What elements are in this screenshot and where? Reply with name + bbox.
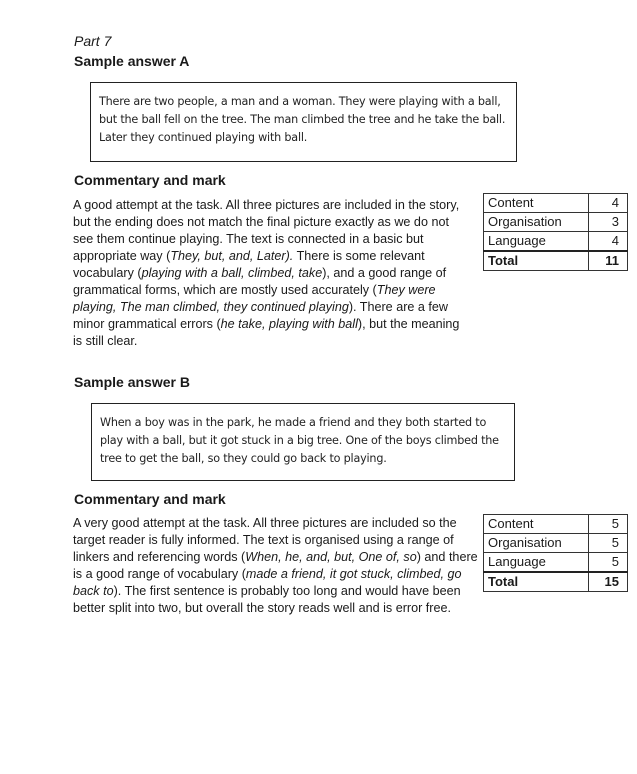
marks-label: Total bbox=[484, 251, 589, 271]
marks-row bbox=[484, 213, 628, 232]
marks-value: 15 bbox=[589, 572, 628, 592]
marks-label: Content bbox=[484, 194, 589, 213]
sample-b-heading: Sample answer B bbox=[74, 374, 190, 390]
marks-row bbox=[484, 232, 628, 252]
marks-row bbox=[484, 515, 628, 534]
marks-row bbox=[484, 553, 628, 573]
commentary-run: There is some relevant vocabulary ( bbox=[73, 249, 425, 280]
marks-label: Language bbox=[484, 553, 589, 573]
marks-value: 4 bbox=[589, 194, 628, 213]
marks-value: 3 bbox=[589, 213, 628, 232]
commentary-italic-run: playing with a ball, climbed, take bbox=[141, 266, 323, 280]
marks-row bbox=[484, 194, 628, 213]
commentary-italic-run: he take, playing with ball bbox=[220, 317, 358, 331]
commentary-run: ), but the meaning is still clear. bbox=[73, 317, 460, 348]
marks-value: 5 bbox=[589, 515, 628, 534]
marks-label: Language bbox=[484, 232, 589, 252]
commentary-run: A good attempt at the task. All three pictures are included in the story, but the ending does not match the final picture exactly as we do not see them continue playing. The text is connected in a basic but appropriate way ( bbox=[73, 198, 460, 263]
marks-value: 5 bbox=[589, 553, 628, 573]
marks-total-row bbox=[484, 572, 628, 592]
commentary-italic-run: made a friend, it got stuck, climbed, go back to bbox=[73, 567, 462, 598]
marks-label: Organisation bbox=[484, 213, 589, 232]
commentary-run: ), and a good range of grammatical forms, which are mostly used accurately ( bbox=[73, 266, 447, 297]
commentary-run: ) and there is a good range of vocabulary ( bbox=[73, 550, 478, 581]
sample-b-commentary bbox=[73, 515, 479, 617]
sample-a-heading: Sample answer A bbox=[74, 53, 190, 69]
commentary-run: ). The first sentence is probably too long and would have been better split into two, but overall the story reads well and is error free. bbox=[73, 584, 461, 615]
commentary-run: ). There are a few minor grammatical errors ( bbox=[73, 300, 448, 331]
sample-b-answer-box bbox=[91, 403, 515, 481]
sample-b-answer-text: When a boy was in the park, he made a friend and they both started to play with a ball, but it got stuck in a big tree. One of the boys climbed the tree to get the ball, so they could go back to playing. bbox=[100, 416, 499, 465]
sample-a-answer-text: There are two people, a man and a woman. They were playing with a ball, but the ball fell on the tree. The man climbed the tree and he take the ball. Later they continued playing with ball. bbox=[99, 95, 506, 144]
commentary-italic-run: They were playing, The man climbed, they continued playing bbox=[73, 283, 436, 314]
sample-a-commentary-heading: Commentary and mark bbox=[74, 172, 226, 188]
marks-value: 5 bbox=[589, 534, 628, 553]
sample-b-marks-table bbox=[483, 514, 628, 592]
marks-row bbox=[484, 534, 628, 553]
commentary-italic-run: When, he, and, but, One of, so bbox=[245, 550, 417, 564]
marks-label: Total bbox=[484, 572, 589, 592]
marks-value: 4 bbox=[589, 232, 628, 252]
sample-b-commentary-heading: Commentary and mark bbox=[74, 491, 226, 507]
sample-a-marks-table bbox=[483, 193, 628, 271]
commentary-italic-run: They, but, and, Later). bbox=[170, 249, 294, 263]
sample-a-commentary bbox=[73, 197, 461, 350]
sample-a-answer-box bbox=[90, 82, 517, 162]
marks-value: 11 bbox=[589, 251, 628, 271]
part-label: Part 7 bbox=[74, 33, 112, 49]
commentary-run: A very good attempt at the task. All three pictures are included so the target reader is fully informed. The text is organised using a range of linkers and referencing words ( bbox=[73, 516, 457, 564]
marks-total-row bbox=[484, 251, 628, 271]
marks-label: Content bbox=[484, 515, 589, 534]
marks-label: Organisation bbox=[484, 534, 589, 553]
